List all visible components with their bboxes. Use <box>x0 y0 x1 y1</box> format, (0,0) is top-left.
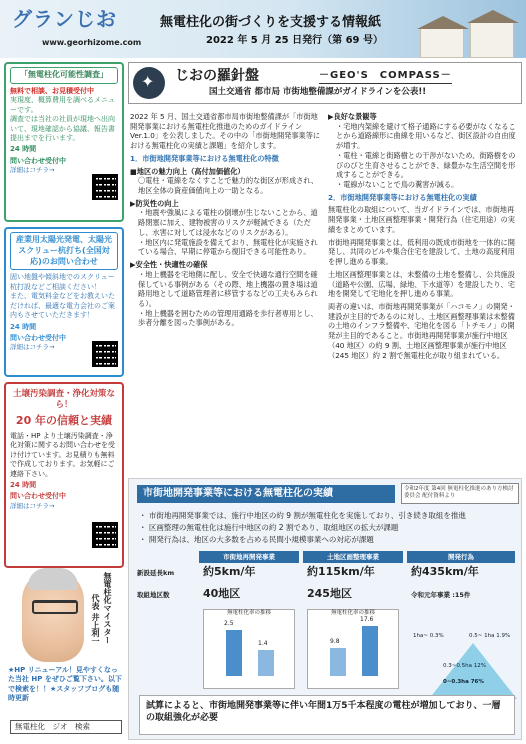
table-cell: 令和元年事業 :15件 <box>411 591 471 599</box>
survey-ad-box <box>4 62 124 222</box>
solar-ad-box <box>4 227 124 377</box>
survey-ad-lead: 無料で相談、お見積受付中 <box>10 86 94 95</box>
article-intro: 2022 年 5 月、国土交通省都市局市街地整備課が「市街地開発事業における無電柱化推進のためのガイドライン Ver.1.0」を公表しました。その中の「市街地開発事業等における無電柱化の実績と課題」を紹介します。 <box>130 112 321 151</box>
section-1b-text-1: ・地震や強風による電柱の倒壊が生じないことから、道路閉塞に加え、建物被害のリスクが軽減できる（ただし、水害に対しては浸水などのリスクがある）。 <box>138 208 318 237</box>
bar-chart-redevelopment <box>203 609 295 689</box>
chart-caption: 無電柱化率の推移 <box>226 610 271 616</box>
table-cell: 40地区 <box>203 587 241 600</box>
bar-value-label: 2.5 <box>224 619 234 627</box>
table-header: 開発行為 <box>407 551 515 563</box>
section-2-text-2: 市街地再開発事業とは、低利用の既成市街地を一体的に開発し、共同のビルや集合住宅を建設して、土地の高度利用を押し進める事業。 <box>328 237 515 267</box>
section-1c-text-2: ・地上機器を囲むための管理用通路を歩行者専用とし、歩者分離を図った事例がある。 <box>138 308 318 328</box>
section-1c-heading: ▶安全性・快適性の確保 <box>130 260 208 270</box>
solar-ad-cta-hours: 24 時間 <box>10 322 37 331</box>
section-1b-heading: ▶防災性の向上 <box>130 198 179 208</box>
profile-section <box>4 570 124 740</box>
infographic-table <box>137 551 515 691</box>
solar-ad-more-link[interactable]: 詳細はコチラ→ <box>10 343 55 352</box>
header-banner <box>0 0 526 58</box>
section-1d-heading: ▶良好な景観等 <box>328 112 377 121</box>
table-header: 土地区画整理事業 <box>303 551 403 563</box>
survey-ad-cta-hours: 24 時間 <box>10 145 37 154</box>
representative-title: 無電柱化マイスター <box>103 572 112 644</box>
section-2-text-1: 無電柱化の取組について、当ガイドラインでは、市街地再開発事業・土地区画整理事業・開発行為（住宅用途）の実績をまとめています。 <box>328 205 515 234</box>
chart-caption: 無電柱化率の推移 <box>330 610 375 616</box>
section-1a-text: 〇電柱・電線をなくすことで魅力的な街区が形成され、地区全体の資産価値向上の一助となる。 <box>138 176 319 196</box>
column-tagline: －GEO'S COMPASS－ <box>319 69 452 84</box>
solar-ad-cta: 問い合わせ受付中 <box>10 334 66 343</box>
chart-bar <box>362 626 378 676</box>
soil-ad-more-link[interactable]: 詳細はコチラ→ <box>10 501 55 510</box>
survey-ad-title: 「無電柱化可能性調査」 <box>10 67 118 84</box>
chart-bar <box>226 630 242 676</box>
bar-value-label: 1.4 <box>258 639 268 647</box>
table-cell: 245地区 <box>307 587 352 600</box>
chart-bar <box>330 648 346 676</box>
column-title: じおの羅針盤 <box>175 68 259 84</box>
chart-bar <box>258 650 274 676</box>
survey-ad-body: 実現度、概算費用を調べるメニューです。 <box>10 96 115 114</box>
representative-name: 代表 井上利一 <box>91 594 100 645</box>
table-cell: 約115km/年 <box>307 565 375 578</box>
soil-ad-title: 土壌汚染調査・浄化対策なら！ <box>12 389 115 411</box>
article-left-column <box>130 112 324 328</box>
table-cell: 約5km/年 <box>203 565 256 578</box>
qr-code-icon[interactable] <box>92 174 118 200</box>
solar-ad-body-2: また、電気料金などをお教えいただければ、最適な電力会社のご案内もさせていただきます！ <box>10 292 115 320</box>
survey-ad-body-2: 調査では当社の社員が現地へ出向いて、現地確認から協議、報告書提出までを行います。 <box>10 115 115 142</box>
table-header: 市街地再開発事業 <box>199 551 299 563</box>
bar-value-label: 9.8 <box>330 637 340 645</box>
representative-portrait <box>22 570 84 662</box>
section-2-text-4: 両者の違いは、市街地再開発事業が「ハコモノ」の開発・建設が主目的であるのに対し、土地区画整理事業は未整備の土地のインフラ整備や、宅地化を図る「トチモノ」の開発が主目的であること。市街地再開発事業が施行中地区（40 地区）の約 9 割、土地区画整理事業が施行中地区（245 地区）約 2 割で無電柱化が取り組まれている。 <box>328 301 515 360</box>
table-row-label: 取組地区数 <box>137 591 170 599</box>
newsletter-title: 無電柱化の街づくりを支援する情報紙 <box>160 15 382 30</box>
section-1a-heading: ■地区の魅力向上（高付加価値化） <box>130 166 245 176</box>
table-row-label: 新設延長km <box>137 569 175 577</box>
solar-ad-title: 産業用太陽光発電、太陽光スクリュー杭打ち(全国対応)のお問い合わせ <box>10 232 118 270</box>
qr-code-icon[interactable] <box>92 341 118 367</box>
search-box[interactable]: 無電柱化 ジオ 検索 <box>10 720 122 734</box>
website-url[interactable]: www.georhizome.com <box>42 38 142 47</box>
pyramid-label: 0.3~0.5ha 12% <box>443 663 486 669</box>
infographic-bullet: ・ 区画整理の無電柱化は施行中地区の約 2 割であり、取組地区の拡大が課題 <box>139 523 399 533</box>
pyramid-label: 0.5~ 1ha 1.9% <box>469 633 511 639</box>
solar-ad-body: 固い地盤や傾斜地でのスクリュー杭打設などご相談ください！ <box>10 273 115 291</box>
hp-renewal-note: ★HP リニューアル！見やすくなった当社 HP をぜひご覧下さい。以下で検索を！！★スタッフブログも随時更新 <box>8 666 122 703</box>
survey-ad-more-link[interactable]: 詳細はコチラ→ <box>10 166 55 175</box>
pyramid-chart <box>429 643 517 699</box>
section-1b-text-2: ・地区内に発電施設を備えており、無電柱化が実施されている場合、早期に停電から復旧できる可能性あり。 <box>138 237 318 257</box>
infographic-bullets <box>139 511 517 547</box>
infographic-source-note: 令和2年度 第4回 無電柱化推進のあり方検討委員会 配付資料より <box>401 483 519 504</box>
soil-ad-headline: 20 年の信頼と実績 <box>15 413 113 427</box>
article-right-column <box>328 112 520 363</box>
main-column <box>128 62 522 360</box>
survey-ad-cta: 問い合わせ受付中 <box>10 156 66 165</box>
house-illustration <box>470 22 514 58</box>
infographic-conclusion: 試算によると、市街地開発事業等に伴い年間1万5千本程度の電柱が増加しており、一層の取組強化が必要 <box>139 695 515 735</box>
column-header <box>128 62 522 104</box>
infographic-bullet: ・ 市街地再開発事業では、施行中地区の約 9 割が無電柱化を実施しており、引き続き取組を推進 <box>139 511 466 520</box>
section-2-heading: 2．市街地開発事業等における無電柱化の実績 <box>328 192 477 202</box>
bar-value-label: 17.6 <box>360 615 374 623</box>
table-cell: 約435km/年 <box>411 565 479 578</box>
section-1c-text-1: ・地上機器を宅地側に配し、安全で快適な通行空間を確保している事例がある（その際、地上機器の置き場は道路用地として道路管理者に移管するなどの工夫もみられる）。 <box>138 269 318 308</box>
section-2-text-3: 土地区画整理事業とは、未整備の土地を整備し、公共施設（道路や公園、広場、緑地、下水道等）を建設したり、宅地を開発して宅地化を押し進める事業。 <box>328 269 515 299</box>
article-body <box>128 112 522 472</box>
section-1d-text-1: ・宅地内架線を避けて格子通路にする必要がなくなることから道路線形に曲線を用いるなど、街区設計の自由度が増す。 <box>336 121 516 151</box>
soil-ad-box <box>4 382 124 568</box>
infographic-title: 市街地開発事業等における無電柱化の実績 <box>137 485 395 503</box>
sidebar <box>4 62 124 573</box>
soil-ad-body: 電話・HP より土壌汚染調査・浄化対策に関するお問い合わせを受け付けています。お見積りも無料で作成しております。お気軽にご連絡下さい。 <box>10 431 115 478</box>
section-1d-text-2: ・電柱・電線と街路樹との干渉がないため、街路樹をのびのびと生育させることができ、緑豊かな生活空間を形成することができる。 <box>336 150 516 180</box>
bar-chart-land-readjustment <box>307 609 399 689</box>
house-illustration <box>420 28 464 58</box>
infographic-panel <box>128 478 522 740</box>
pyramid-label: 1ha~ 0.3% <box>413 633 444 639</box>
column-subtitle: 国土交通省 都市局 市街地整備課がガイドラインを公表!! <box>209 87 427 97</box>
soil-ad-cta: 問い合わせ受付中 <box>10 492 66 501</box>
section-1d-text-3: ・電線がないことで鳥の糞害が減る。 <box>336 180 459 190</box>
logo: グランじお <box>12 7 117 31</box>
infographic-bullet: ・ 開発行為は、地区の大多数を占める民間小規模事業への対応が課題 <box>139 535 374 545</box>
soil-ad-cta-hours: 24 時間 <box>10 480 37 489</box>
issue-date: 2022 年 5 月 25 日発行（第 69 号） <box>206 35 383 46</box>
section-1-heading: 1．市街地開発事業等における無電柱化の特徴 <box>130 153 279 163</box>
pyramid-label: 0~0.3ha 76% <box>443 679 484 685</box>
qr-code-icon[interactable] <box>92 522 118 548</box>
compass-icon <box>133 67 165 99</box>
